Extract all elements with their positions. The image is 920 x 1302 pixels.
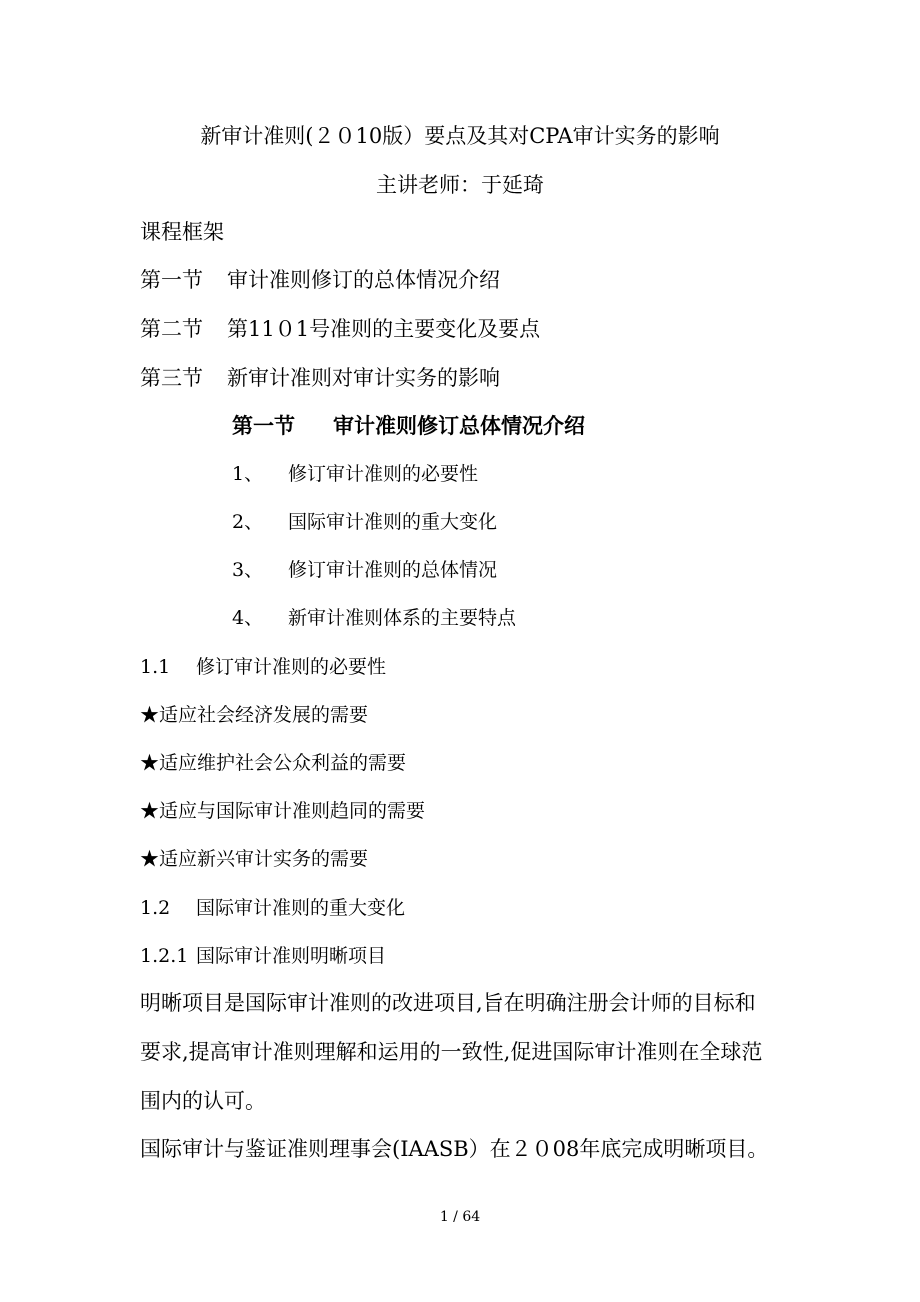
section-item bbox=[232, 604, 516, 632]
star-point: ★适应社会经济发展的需要 bbox=[140, 704, 369, 726]
subsection-number: 1.2 bbox=[140, 897, 171, 919]
section-item bbox=[232, 460, 478, 488]
section-item-number: 4、 bbox=[232, 607, 264, 629]
framework-item bbox=[140, 364, 500, 392]
star-point: ★适应新兴审计实务的需要 bbox=[140, 848, 369, 870]
section-item-text: 修订审计准则的总体情况 bbox=[288, 559, 498, 581]
section-item-text: 新审计准则体系的主要特点 bbox=[288, 607, 517, 629]
subsection-title: 修订审计准则的必要性 bbox=[196, 656, 387, 678]
subsection-number: 1.1 bbox=[140, 656, 171, 678]
subsection-heading bbox=[140, 942, 386, 970]
section-item-number: 2、 bbox=[232, 511, 264, 533]
page-number: 1 / 64 bbox=[439, 1209, 481, 1225]
paragraph-line: 围内的认可。 bbox=[140, 1089, 266, 1113]
framework-item-label: 第三节 bbox=[140, 366, 203, 390]
subsection-heading bbox=[140, 653, 386, 681]
subsection-number: 1.2.1 bbox=[140, 945, 189, 967]
star-point: ★适应与国际审计准则趋同的需要 bbox=[140, 800, 426, 822]
section-item-text: 国际审计准则的重大变化 bbox=[288, 511, 498, 533]
section-item-number: 1、 bbox=[232, 463, 264, 485]
section-item-number: 3、 bbox=[232, 559, 264, 581]
document-title: 新审计准则(２０10版）要点及其对CPA审计实务的影响 bbox=[200, 124, 720, 148]
framework-item bbox=[140, 315, 540, 343]
framework-item bbox=[140, 266, 500, 294]
section-item-text: 修订审计准则的必要性 bbox=[288, 463, 479, 485]
framework-heading: 课程框架 bbox=[140, 220, 224, 244]
subsection-heading bbox=[140, 894, 405, 922]
section-item bbox=[232, 508, 497, 536]
framework-item-label: 第二节 bbox=[140, 317, 203, 341]
star-point: ★适应维护社会公众利益的需要 bbox=[140, 752, 407, 774]
paragraph-line: 要求,提高审计准则理解和运用的一致性,促进国际审计准则在全球范 bbox=[140, 1040, 763, 1064]
paragraph-line: 国际审计与鉴证准则理事会(IAASB）在２０08年底完成明晰项目。 bbox=[140, 1137, 769, 1161]
framework-item-text: 审计准则修订的总体情况介绍 bbox=[227, 268, 500, 292]
framework-item-text: 新审计准则对审计实务的影响 bbox=[227, 366, 500, 390]
paragraph-line: 明晰项目是国际审计准则的改进项目,旨在明确注册会计师的目标和 bbox=[140, 991, 756, 1015]
section-item bbox=[232, 556, 497, 584]
section-label: 第一节 bbox=[232, 413, 295, 438]
framework-item-label: 第一节 bbox=[140, 268, 203, 292]
section-title: 审计准则修订总体情况介绍 bbox=[333, 413, 585, 438]
subsection-title: 国际审计准则的重大变化 bbox=[196, 897, 406, 919]
lecturer-line: 主讲老师：于延琦 bbox=[376, 173, 544, 197]
section-heading bbox=[232, 412, 585, 440]
subsection-title: 国际审计准则明晰项目 bbox=[196, 945, 387, 967]
framework-item-text: 第11０1号准则的主要变化及要点 bbox=[227, 317, 541, 341]
